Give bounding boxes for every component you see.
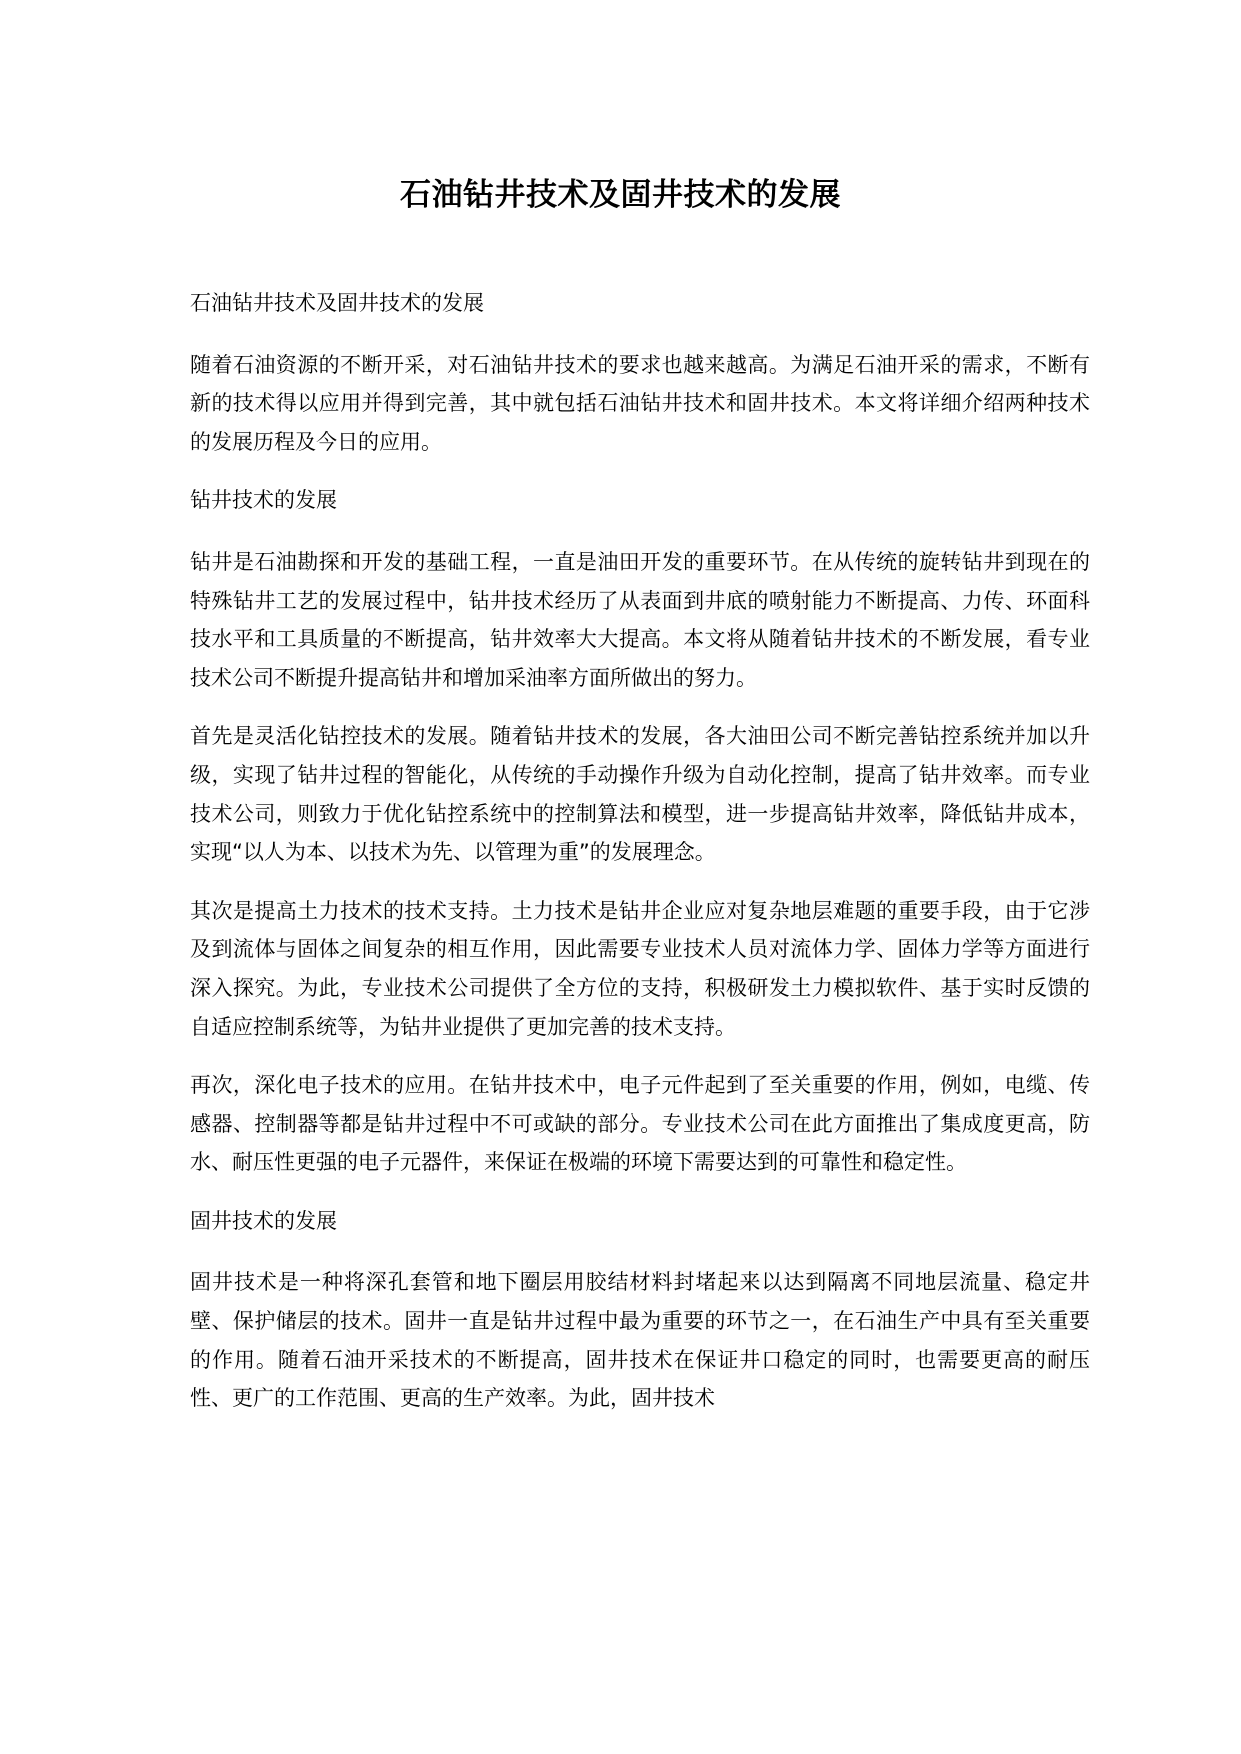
drilling-overview-paragraph: 钻井是石油勘探和开发的基础工程，一直是油田开发的重要环节。在从传统的旋转钻井到现在的特殊钻井工艺的发展过程中，钻井技术经历了从表面到井底的喷射能力不断提高、力传、环面科技水平和工具质量的不断提高，钻井效率大大提高。本文将从随着钻井技术的不断发展，看专业技术公司不断提升提高钻井和增加采油率方面所做出的努力。 <box>190 549 1090 690</box>
subtitle-paragraph: 石油钻井技术及固井技术的发展 <box>190 291 484 315</box>
section-heading-cementing: 固井技术的发展 <box>190 1208 337 1233</box>
electronics-paragraph: 再次，深化电子技术的应用。在钻井技术中，电子元件起到了至关重要的作用，例如，电缆、传感器、控制器等都是钻井过程中不可或缺的部分。专业技术公司在此方面推出了集成度更高，防水、耐压性更强的电子元器件，来保证在极端的环境下需要达到的可靠性和稳定性。 <box>190 1073 1090 1175</box>
intro-paragraph: 随着石油资源的不断开采，对石油钻井技术的要求也越来越高。为满足石油开采的需求，不断有新的技术得以应用并得到完善，其中就包括石油钻井技术和固井技术。本文将详细介绍两种技术的发展历程及今日的应用。 <box>190 352 1090 454</box>
section-heading-drilling: 钻井技术的发展 <box>190 488 337 513</box>
soil-mechanics-paragraph: 其次是提高土力技术的技术支持。土力技术是钻井企业应对复杂地层难题的重要手段，由于它涉及到流体与固体之间复杂的相互作用，因此需要专业技术人员对流体力学、固体力学等方面进行深入探究。为此，专业技术公司提供了全方位的支持，积极研发土力模拟软件、基于实时反馈的自适应控制系统等，为钻井业提供了更加完善的技术支持。 <box>190 898 1090 1039</box>
document-title: 石油钻井技术及固井技术的发展 <box>400 177 841 213</box>
document-body <box>190 284 1090 1438</box>
drilling-control-paragraph: 首先是灵活化钻控技术的发展。随着钻井技术的发展，各大油田公司不断完善钻控系统并加以升级，实现了钻井过程的智能化，从传统的手动操作升级为自动化控制，提高了钻井效率。而专业技术公司，则致力于优化钻控系统中的控制算法和模型，进一步提高钻井效率，降低钻井成本，实现“以人为本、以技术为先、以管理为重”的发展理念。 <box>190 724 1090 865</box>
cementing-paragraph: 固井技术是一种将深孔套管和地下圈层用胶结材料封堵起来以达到隔离不同地层流量、稳定井壁、保护储层的技术。固井一直是钻井过程中最为重要的环节之一，在石油生产中具有至关重要的作用。随着石油开采技术的不断提高，固井技术在保证井口稳定的同时，也需要更高的耐压性、更广的工作范围、更高的生产效率。为此，固井技术 <box>190 1270 1090 1411</box>
